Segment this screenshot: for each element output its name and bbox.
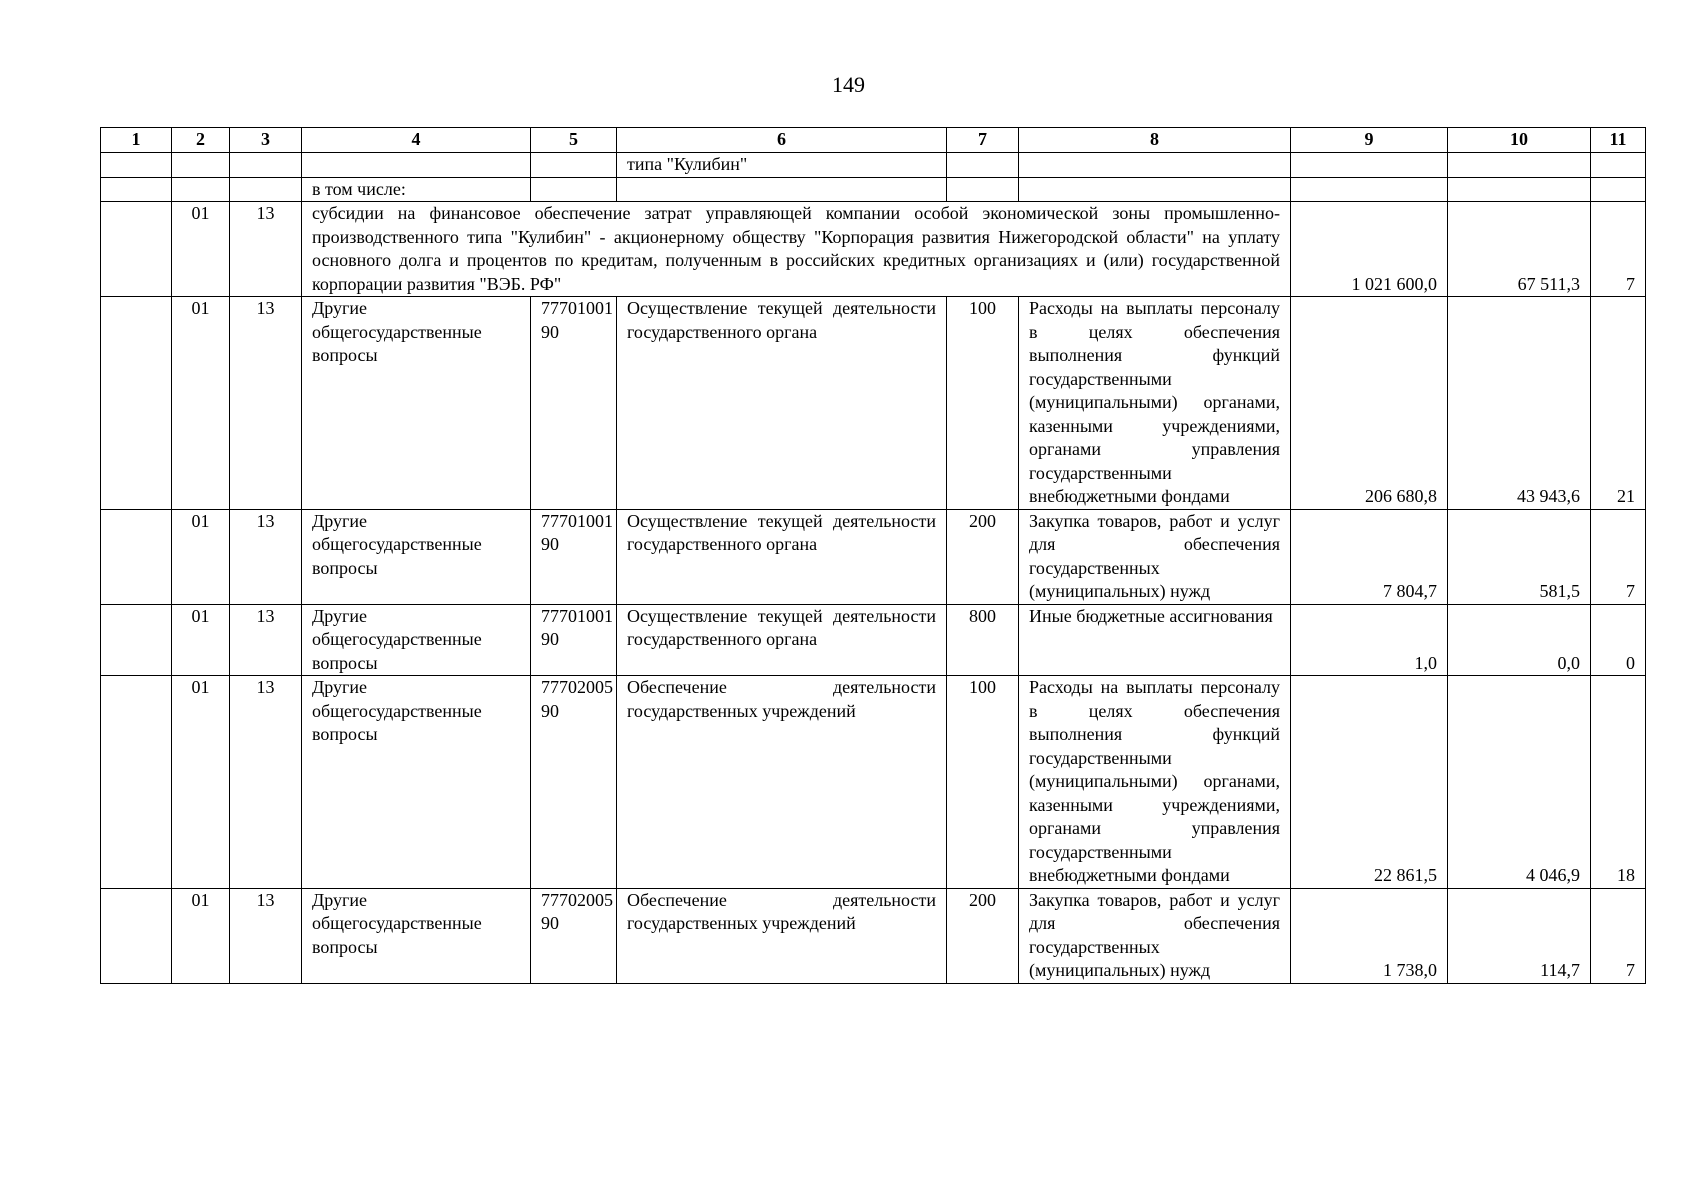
table-row [101, 676, 1646, 889]
target-article-code: 7770100190 [531, 509, 617, 604]
header-cell: 9 [1291, 128, 1448, 153]
header-cell: 7 [947, 128, 1019, 153]
subsection-code: 13 [230, 509, 302, 604]
program-description: Осуществление текущей деятельности государственного органа [617, 297, 947, 510]
amount-plan: 1,0 [1291, 604, 1448, 676]
budget-table [100, 127, 1646, 984]
header-cell: 4 [302, 128, 531, 153]
expense-type-code: 100 [947, 676, 1019, 889]
continuation-text: типа "Кулибин" [617, 153, 947, 178]
target-article-code: 7770100190 [531, 604, 617, 676]
expense-type-code: 100 [947, 297, 1019, 510]
percent: 0 [1591, 604, 1646, 676]
header-cell: 1 [101, 128, 172, 153]
section-name: Другие общегосударственные вопросы [302, 888, 531, 983]
amount-actual: 43 943,6 [1448, 297, 1591, 510]
subsection-code: 13 [230, 202, 302, 297]
header-cell: 3 [230, 128, 302, 153]
continuation-row [101, 153, 1646, 178]
section-code: 01 [172, 297, 230, 510]
header-cell: 5 [531, 128, 617, 153]
target-article-code: 7770200590 [531, 676, 617, 889]
percent: 7 [1591, 202, 1646, 297]
section-name: Другие общегосударственные вопросы [302, 509, 531, 604]
amount-actual: 581,5 [1448, 509, 1591, 604]
data-rows [101, 297, 1646, 984]
expense-type-code: 200 [947, 509, 1019, 604]
table-row [101, 297, 1646, 510]
including-row [101, 177, 1646, 202]
subsection-code: 13 [230, 604, 302, 676]
target-article-code: 7770200590 [531, 888, 617, 983]
expense-type-code: 800 [947, 604, 1019, 676]
table-row [101, 888, 1646, 983]
program-description: Обеспечение деятельности государственных учреждений [617, 676, 947, 889]
subsection-code: 13 [230, 888, 302, 983]
program-description: Обеспечение деятельности государственных учреждений [617, 888, 947, 983]
percent: 18 [1591, 676, 1646, 889]
amount-actual: 0,0 [1448, 604, 1591, 676]
subsection-code: 13 [230, 676, 302, 889]
amount-plan: 1 738,0 [1291, 888, 1448, 983]
section-code: 01 [172, 888, 230, 983]
program-description: Осуществление текущей деятельности государственного органа [617, 604, 947, 676]
amount-actual: 67 511,3 [1448, 202, 1591, 297]
section-code: 01 [172, 509, 230, 604]
amount-plan: 22 861,5 [1291, 676, 1448, 889]
percent: 21 [1591, 297, 1646, 510]
expense-type-description: Закупка товаров, работ и услуг для обеспечения государственных (муниципальных) нужд [1019, 509, 1291, 604]
amount-plan: 7 804,7 [1291, 509, 1448, 604]
percent: 7 [1591, 888, 1646, 983]
including-label: в том числе: [302, 177, 531, 202]
subsection-code: 13 [230, 297, 302, 510]
percent: 7 [1591, 509, 1646, 604]
amount-actual: 4 046,9 [1448, 676, 1591, 889]
section-name: Другие общегосударственные вопросы [302, 676, 531, 889]
page-number: 149 [832, 72, 865, 97]
expense-type-code: 200 [947, 888, 1019, 983]
section-code: 01 [172, 604, 230, 676]
subsidy-description: субсидии на финансовое обеспечение затрат управляющей компании особой экономической зоны промышленно-производственного типа "Кулибин" - акционерному обществу "Корпорация развития Нижегородской области" на уплату основного долга и процентов по кредитам, полученным в российских кредитных организациях и (или) государственной корпорации развития "ВЭБ. РФ" [302, 202, 1291, 297]
expense-type-description: Расходы на выплаты персоналу в целях обеспечения выполнения функций государственными (муниципальными) органами, казенными учреждениями, органами управления государственными внебюджетными фондами [1019, 676, 1291, 889]
section-code: 01 [172, 202, 230, 297]
amount-plan: 1 021 600,0 [1291, 202, 1448, 297]
expense-type-description: Закупка товаров, работ и услуг для обеспечения государственных (муниципальных) нужд [1019, 888, 1291, 983]
header-row [101, 128, 1646, 153]
section-name: Другие общегосударственные вопросы [302, 297, 531, 510]
amount-actual: 114,7 [1448, 888, 1591, 983]
amount-plan: 206 680,8 [1291, 297, 1448, 510]
table-row [101, 509, 1646, 604]
header-cell: 11 [1591, 128, 1646, 153]
header-cell: 10 [1448, 128, 1591, 153]
section-code: 01 [172, 676, 230, 889]
table-row [101, 604, 1646, 676]
target-article-code: 7770100190 [531, 297, 617, 510]
subsidy-row [101, 202, 1646, 297]
section-name: Другие общегосударственные вопросы [302, 604, 531, 676]
program-description: Осуществление текущей деятельности государственного органа [617, 509, 947, 604]
header-cell: 2 [172, 128, 230, 153]
header-cell: 8 [1019, 128, 1291, 153]
expense-type-description: Иные бюджетные ассигнования [1019, 604, 1291, 676]
header-cell: 6 [617, 128, 947, 153]
expense-type-description: Расходы на выплаты персоналу в целях обеспечения выполнения функций государственными (муниципальными) органами, казенными учреждениями, органами управления государственными внебюджетными фондами [1019, 297, 1291, 510]
